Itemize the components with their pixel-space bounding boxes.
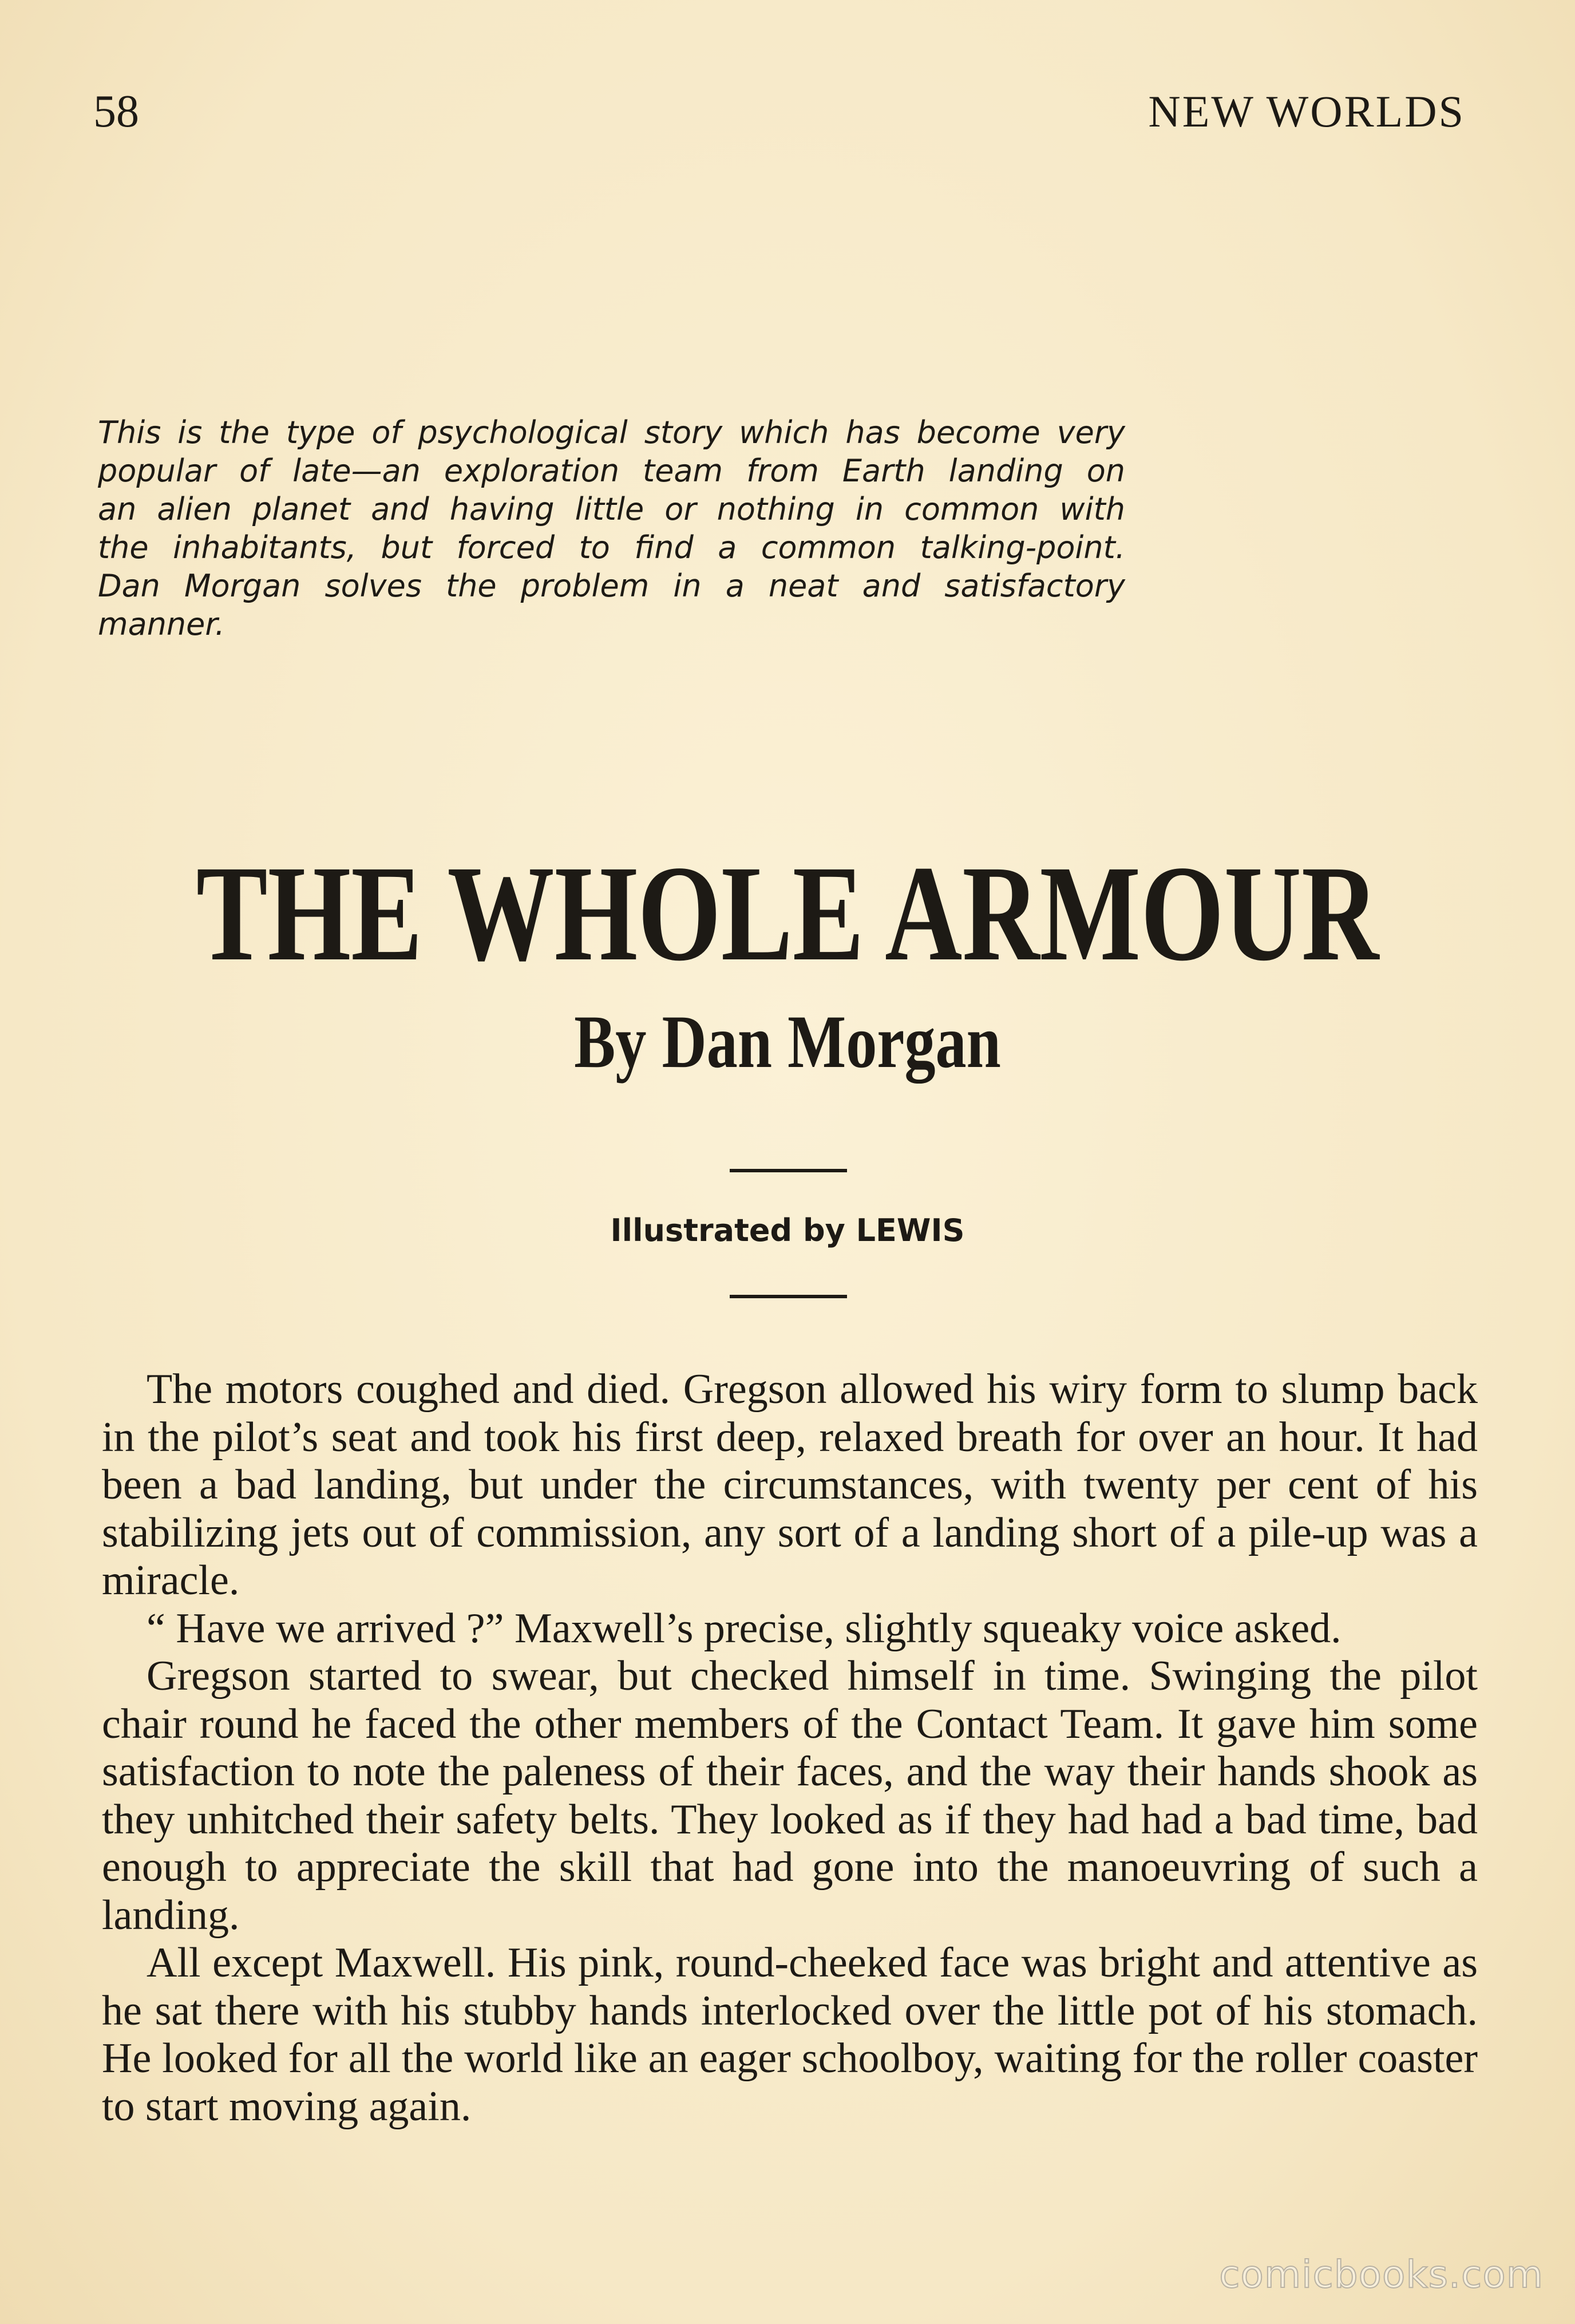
story-title: THE WHOLE ARMOUR	[196, 837, 1379, 989]
body-paragraph: The motors coughed and died. Gregson allowed his wiry form to slump back in the pilot’s seat and took his first deep, relaxed breath for over an hour. It had been a bad landing, but under the circumstances, with twenty per cent of his stabilizing jets out of commission, any sort of a landing short of a pile-up was a miracle.	[102, 1366, 1478, 1604]
intro-line: This is the type of psychological story which has become very	[98, 414, 1125, 450]
divider-rule	[730, 1295, 847, 1298]
body-paragraph: “ Have we arrived ?” Maxwell’s precise, slightly squeaky voice asked.	[147, 1604, 1341, 1652]
body-paragraph: All except Maxwell. His pink, round-cheeked face was bright and attentive as he sat there with his stubby hands interlocked over the little pot of his stomach. He looked for all the world like an eager schoolboy, waiting for the roller coaster to start moving again.	[102, 1939, 1478, 2130]
watermark: comicbooks.com	[1219, 2252, 1544, 2297]
body-paragraph: Gregson started to swear, but checked himself in time. Swinging the pilot chair round he faced the other members of the Contact Team. It gave him some satisfaction to note the paleness of their faces, and the way their hands shook as they unhitched their safety belts. They looked as if they had had a bad time, bad enough to appreciate the skill that had gone into the manoeuvring of such a landing.	[102, 1653, 1478, 1939]
page-number: 58	[93, 86, 139, 137]
intro-line: an alien planet and having little or nothing in common with	[98, 491, 1125, 527]
illustrator-credit: Illustrated by LEWIS	[610, 1212, 965, 1248]
intro-line: the inhabitants, but forced to find a common talking-point.	[98, 529, 1125, 566]
divider-rule	[730, 1169, 847, 1172]
story-body	[102, 1366, 1478, 2131]
story-byline: By Dan Morgan	[574, 999, 1001, 1084]
intro-line: popular of late—an exploration team from Earth landing on	[98, 453, 1125, 489]
intro-line: Dan Morgan solves the problem in a neat and satisfactory manner.	[98, 568, 1125, 642]
story-intro	[98, 413, 1125, 643]
running-header: NEW WORLDS	[1148, 86, 1465, 136]
